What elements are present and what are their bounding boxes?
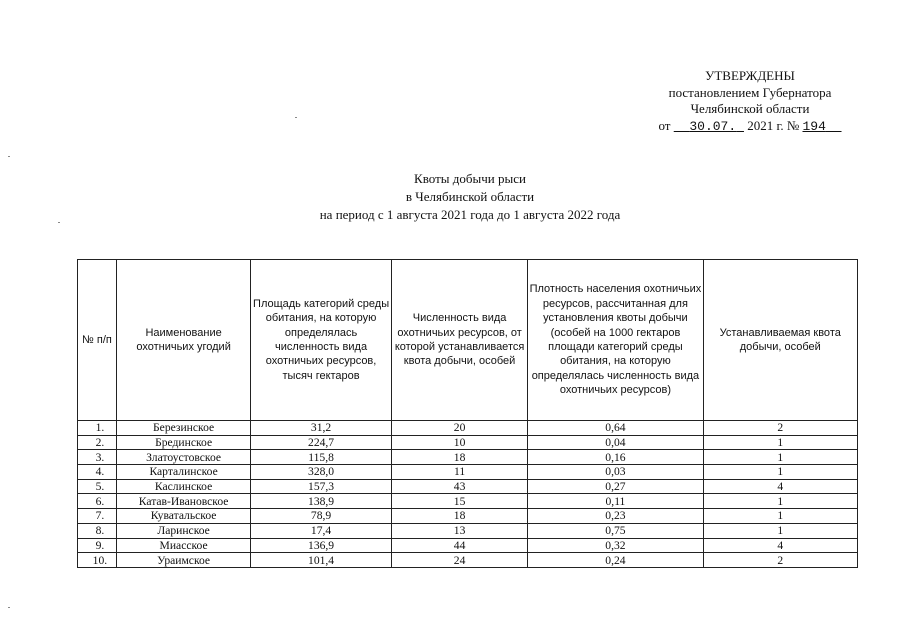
table-row — [78, 450, 858, 465]
approval-block — [600, 68, 900, 135]
row-hunting-ground: Ураимское — [116, 553, 251, 568]
table-row — [78, 523, 858, 538]
table-row — [78, 465, 858, 480]
title-line-2: в Челябинской области — [405, 189, 535, 204]
header-habitat-area: Площадь категорий среды обитания, на которую определялась численность вида охотничьих ресурсов, тысяч гектаров — [251, 260, 391, 421]
header-density: Плотность населения охотничьих ресурсов, рассчитанная для установления квоты добычи (особей на 1000 гектаров площади категорий среды обитания, на которую определялась численность вида охотничьих ресурсов) — [528, 260, 703, 421]
row-index: 4. — [78, 465, 117, 480]
row-hunting-ground: Каслинское — [116, 479, 251, 494]
row-density: 0,75 — [528, 523, 703, 538]
table-row — [78, 479, 858, 494]
row-density: 0,32 — [528, 538, 703, 553]
row-index: 7. — [78, 509, 117, 524]
row-quota: 4 — [703, 538, 858, 553]
row-population: 13 — [391, 523, 528, 538]
table-row — [78, 509, 858, 524]
row-population: 18 — [391, 450, 528, 465]
date-prefix: от — [658, 117, 671, 133]
table-body — [78, 421, 858, 568]
row-index: 3. — [78, 450, 117, 465]
row-hunting-ground: Карталинское — [116, 465, 251, 480]
row-index: 5. — [78, 479, 117, 494]
table-row — [78, 494, 858, 509]
row-hunting-ground: Куватальское — [116, 509, 251, 524]
approval-date-line — [600, 118, 900, 136]
row-population: 10 — [391, 435, 528, 450]
row-quota: 1 — [703, 450, 858, 465]
row-index: 2. — [78, 435, 117, 450]
row-density: 0,03 — [528, 465, 703, 480]
row-index: 10. — [78, 553, 117, 568]
decree-date — [674, 119, 744, 134]
row-density: 0,64 — [528, 421, 703, 436]
row-habitat-area: 115,8 — [251, 450, 391, 465]
row-habitat-area: 17,4 — [251, 523, 391, 538]
row-habitat-area: 138,9 — [251, 494, 391, 509]
row-quota: 2 — [703, 553, 858, 568]
quota-table — [77, 259, 858, 568]
row-habitat-area: 224,7 — [251, 435, 391, 450]
table-header-row — [78, 260, 858, 421]
table-row — [78, 421, 858, 436]
approval-authority: постановлением Губернатора — [668, 84, 832, 100]
row-quota: 1 — [703, 494, 858, 509]
row-index: 6. — [78, 494, 117, 509]
header-index: № п/п — [78, 260, 117, 421]
table-row — [78, 538, 858, 553]
row-density: 0,27 — [528, 479, 703, 494]
row-population: 24 — [391, 553, 528, 568]
row-quota: 1 — [703, 435, 858, 450]
row-hunting-ground: Ларинское — [116, 523, 251, 538]
row-habitat-area: 157,3 — [251, 479, 391, 494]
row-density: 0,23 — [528, 509, 703, 524]
scan-speck — [8, 156, 10, 157]
row-hunting-ground: Брединское — [116, 435, 251, 450]
row-index: 8. — [78, 523, 117, 538]
decree-number — [803, 119, 842, 134]
row-quota: 2 — [703, 421, 858, 436]
row-hunting-ground: Златоустовское — [116, 450, 251, 465]
row-hunting-ground: Миасское — [116, 538, 251, 553]
row-density: 0,24 — [528, 553, 703, 568]
row-density: 0,11 — [528, 494, 703, 509]
row-index: 1. — [78, 421, 117, 436]
document-title — [220, 170, 720, 224]
scan-speck — [58, 222, 60, 223]
row-population: 43 — [391, 479, 528, 494]
table-row — [78, 553, 858, 568]
row-index: 9. — [78, 538, 117, 553]
row-population: 11 — [391, 465, 528, 480]
title-line-1: Квоты добычи рыси — [414, 171, 526, 186]
row-quota: 1 — [703, 509, 858, 524]
row-habitat-area: 136,9 — [251, 538, 391, 553]
approval-heading: УТВЕРЖДЕНЫ — [705, 68, 795, 83]
decree-number-value: 194 — [802, 118, 826, 134]
row-quota: 1 — [703, 523, 858, 538]
row-habitat-area: 101,4 — [251, 553, 391, 568]
header-population: Численность вида охотничьих ресурсов, от которой устанавливается квота добычи, особей — [391, 260, 528, 421]
row-population: 15 — [391, 494, 528, 509]
row-hunting-ground: Катав-Ивановское — [116, 494, 251, 509]
row-hunting-ground: Березинское — [116, 421, 251, 436]
scan-speck — [8, 607, 10, 608]
table-row — [78, 435, 858, 450]
decree-year: 2021 г. № — [747, 117, 800, 133]
row-habitat-area: 31,2 — [251, 421, 391, 436]
decree-date-value: 30.07. — [689, 118, 737, 134]
row-population: 18 — [391, 509, 528, 524]
row-density: 0,04 — [528, 435, 703, 450]
header-hunting-ground: Наименование охотничьих угодий — [116, 260, 251, 421]
row-quota: 4 — [703, 479, 858, 494]
row-habitat-area: 78,9 — [251, 509, 391, 524]
row-population: 20 — [391, 421, 528, 436]
header-quota: Устанавливаемая квота добычи, особей — [703, 260, 858, 421]
row-population: 44 — [391, 538, 528, 553]
row-density: 0,16 — [528, 450, 703, 465]
scan-speck — [295, 117, 297, 118]
row-quota: 1 — [703, 465, 858, 480]
title-line-3: на период с 1 августа 2021 года до 1 августа 2022 года — [319, 207, 621, 222]
row-habitat-area: 328,0 — [251, 465, 391, 480]
approval-region: Челябинской области — [690, 101, 810, 116]
